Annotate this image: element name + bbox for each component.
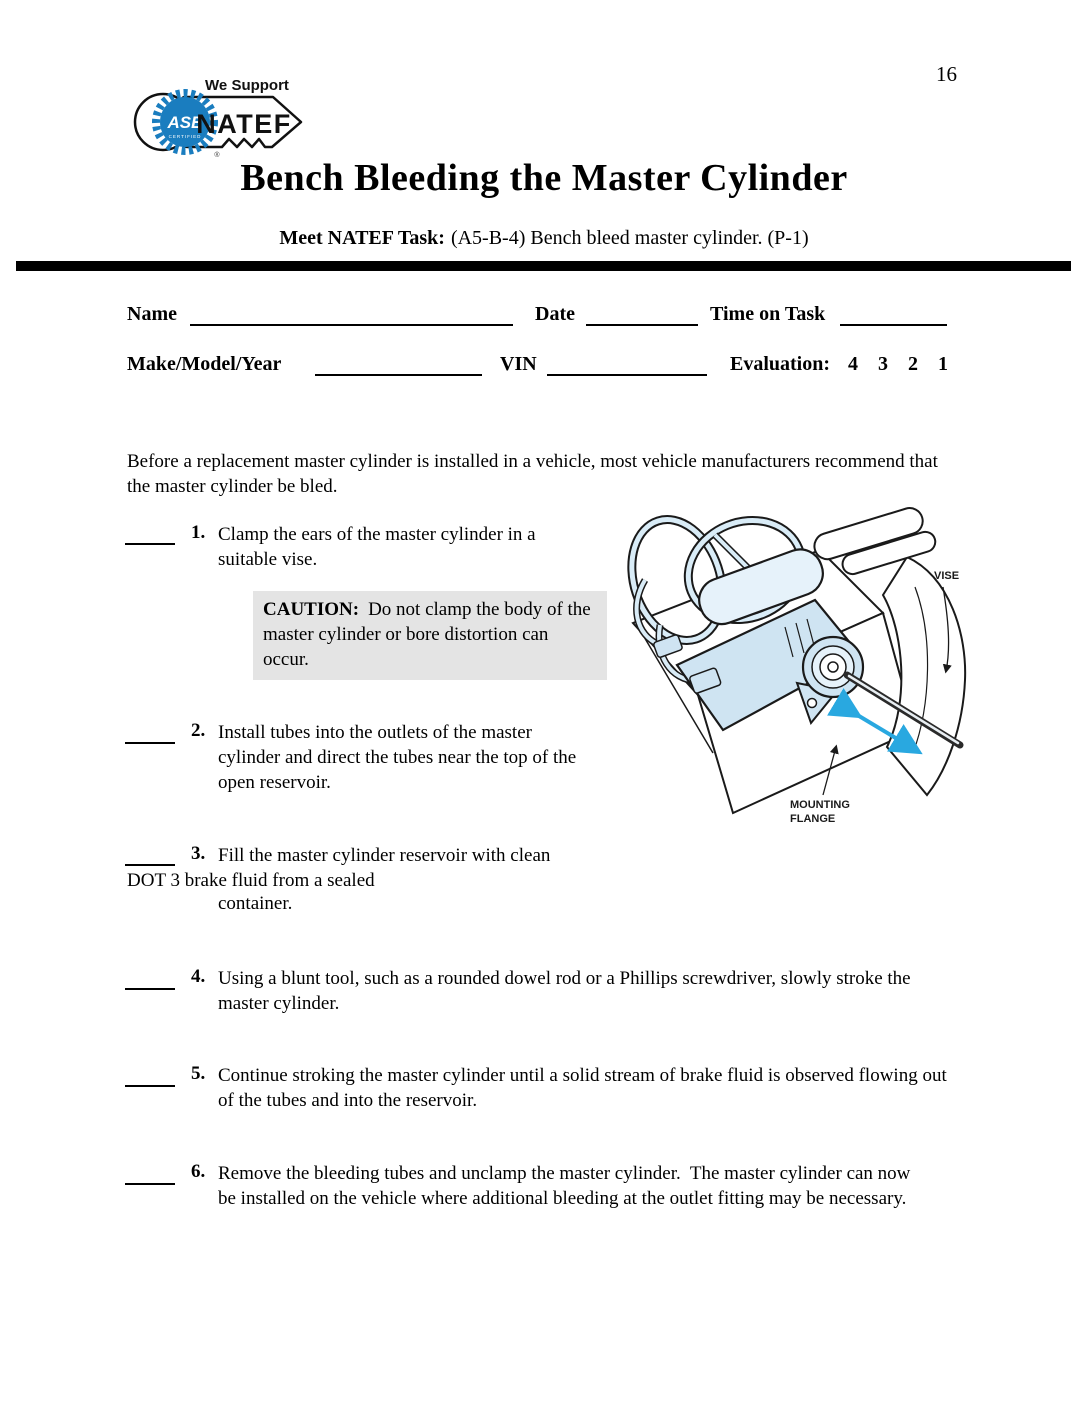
caution-box: [253, 591, 607, 680]
step-number: 4.: [191, 966, 206, 987]
registered-mark: ®: [214, 152, 220, 159]
step-text: Remove the bleeding tubes and unclamp the master cylinder. The master cylinder can now be installed on the vehicle where additional bleeding at the outlet fitting may be necessary.: [218, 1163, 916, 1209]
vise-label: VISE: [934, 570, 960, 582]
we-support-text: We Support: [205, 77, 289, 94]
step-number: 3.: [191, 843, 206, 864]
natef-ase-logo: [133, 60, 308, 162]
answer-blank: [125, 988, 175, 990]
mounting-flange-label-line2: FLANGE: [790, 813, 836, 825]
answer-blank: [125, 1085, 175, 1087]
date-blank: [586, 324, 698, 326]
mounting-flange-label-line1: MOUNTING: [790, 799, 850, 811]
step-number: 6.: [191, 1161, 206, 1182]
step-number: 2.: [191, 720, 206, 741]
step-number: 5.: [191, 1063, 206, 1084]
answer-blank: [125, 1183, 175, 1185]
step-text: Install tubes into the outlets of the master cylinder and direct the tubes near the top of the open reservoir.: [218, 722, 581, 793]
task-label: Meet NATEF Task:: [279, 227, 445, 249]
answer-blank: [125, 864, 175, 866]
ase-certified-text: CERTIFIED: [168, 134, 202, 139]
step-text: Clamp the ears of the master cylinder in a suitable vise.: [218, 524, 541, 570]
vin-label: VIN: [500, 353, 537, 375]
vin-blank: [547, 374, 707, 376]
make-model-year-label: Make/Model/Year: [127, 353, 282, 375]
date-label: Date: [535, 303, 575, 325]
step-text-line3: container.: [218, 893, 293, 914]
intro-paragraph: Before a replacement master cylinder is installed in a vehicle, most vehicle manufacturers recommend that the master cylinder be bled.: [127, 451, 938, 497]
time-on-task-label: Time on Task: [710, 303, 826, 325]
task-text: (A5-B-4) Bench bleed master cylinder. (P-1): [450, 227, 809, 249]
key-logo-icon: [133, 60, 308, 162]
step-text: Using a blunt tool, such as a rounded dowel rod or a Phillips screwdriver, slowly stroke the master cylinder.: [218, 968, 916, 1014]
natef-text: NATEF: [196, 109, 292, 139]
natef-task-line: [0, 227, 1088, 250]
step-text-line2: DOT 3 brake fluid from a sealed: [127, 870, 375, 891]
name-label: Name: [127, 303, 177, 325]
answer-blank: [125, 742, 175, 744]
page-number: 16: [936, 62, 957, 86]
make-model-year-blank: [315, 374, 482, 376]
evaluation-label: Evaluation:: [730, 353, 831, 375]
caution-label: CAUTION:: [263, 599, 360, 620]
page-title: Bench Bleeding the Master Cylinder: [240, 157, 848, 199]
name-blank: [190, 324, 513, 326]
ase-logo-text: ASE: [167, 113, 203, 132]
evaluation-scale: 4 3 2 1: [848, 353, 948, 375]
time-on-task-blank: [840, 324, 947, 326]
divider-rule: [16, 261, 1071, 271]
caution-text: Do not clamp the body of the master cylinder or bore distortion can occur.: [263, 599, 591, 670]
step-number: 1.: [191, 522, 206, 543]
master-cylinder-figure: [615, 495, 975, 840]
answer-blank: [125, 543, 175, 545]
master-cylinder-illustration: [615, 495, 975, 840]
step-text: Continue stroking the master cylinder until a solid stream of brake fluid is observed flowing out of the tubes and into the reservoir.: [218, 1065, 952, 1111]
step-text-line1: Fill the master cylinder reservoir with clean: [218, 845, 551, 866]
